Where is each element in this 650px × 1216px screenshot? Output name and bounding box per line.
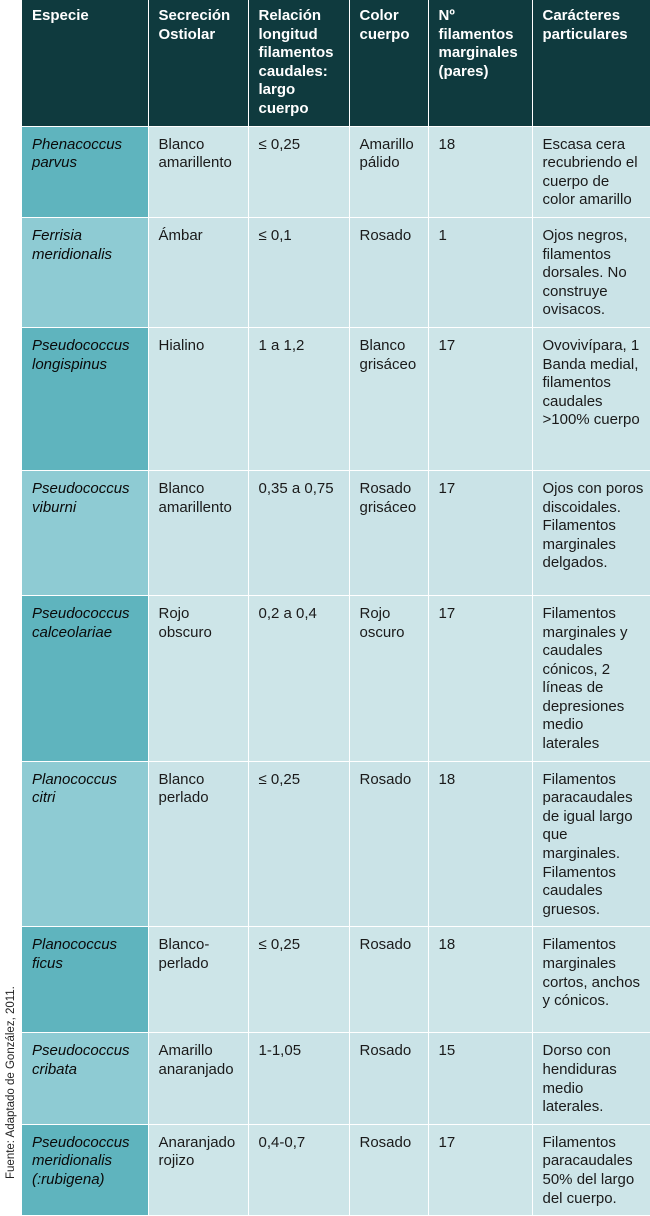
header-relacion: Relación longitud filamentos caudales: largo cuerpo [248, 0, 349, 126]
cell-color: Rosado [349, 1124, 428, 1215]
cell-caracteres: Dorso con hendiduras medio laterales. [532, 1033, 650, 1124]
source-caption-wrap [0, 0, 22, 1193]
cell-especie: Pseudococcus meridionalis (:rubigena) [22, 1124, 148, 1215]
header-especie: Especie [22, 0, 148, 126]
table-row [22, 595, 650, 761]
cell-secrecion: Blanco perlado [148, 761, 248, 927]
header-caracteres: Carácteres particulares [532, 0, 650, 126]
cell-caracteres: Filamentos paracaudales de igual largo que marginales. Filamentos caudales gruesos. [532, 761, 650, 927]
cell-relacion: ≤ 0,25 [248, 126, 349, 217]
cell-caracteres: Filamentos marginales cortos, anchos y cónicos. [532, 927, 650, 1033]
cell-caracteres: Ojos negros, filamentos dorsales. No construye ovisacos. [532, 217, 650, 327]
cell-caracteres: Ojos con poros discoidales. Filamentos marginales delgados. [532, 470, 650, 595]
cell-relacion: 1-1,05 [248, 1033, 349, 1124]
cell-color: Rosado [349, 761, 428, 927]
cell-filamentos: 17 [428, 595, 532, 761]
cell-especie: Pseudococcus longispinus [22, 327, 148, 470]
cell-filamentos: 18 [428, 927, 532, 1033]
cell-relacion: 0,4-0,7 [248, 1124, 349, 1215]
cell-especie: Ferrisia meridionalis [22, 217, 148, 327]
cell-especie: Pseudococcus calceolariae [22, 595, 148, 761]
cell-especie: Planococcus citri [22, 761, 148, 927]
cell-secrecion: Blanco-perlado [148, 927, 248, 1033]
cell-relacion: 1 a 1,2 [248, 327, 349, 470]
cell-especie: Pseudococcus cribata [22, 1033, 148, 1124]
cell-filamentos: 15 [428, 1033, 532, 1124]
table-row [22, 1033, 650, 1124]
cell-especie: Planococcus ficus [22, 927, 148, 1033]
cell-secrecion: Blanco amarillento [148, 126, 248, 217]
cell-filamentos: 18 [428, 126, 532, 217]
source-caption: Fuente: Adaptado de González, 2011. [5, 986, 17, 1179]
header-secrecion: Secreción Ostiolar [148, 0, 248, 126]
header-filamentos: Nº filamentos marginales (pares) [428, 0, 532, 126]
cell-filamentos: 17 [428, 470, 532, 595]
cell-relacion: ≤ 0,25 [248, 761, 349, 927]
cell-color: Rosado [349, 927, 428, 1033]
cell-color: Rosado [349, 1033, 428, 1124]
cell-relacion: ≤ 0,1 [248, 217, 349, 327]
cell-caracteres: Escasa cera recubriendo el cuerpo de color amarillo [532, 126, 650, 217]
table-row [22, 217, 650, 327]
cell-secrecion: Rojo obscuro [148, 595, 248, 761]
table-row [22, 1124, 650, 1215]
cell-secrecion: Hialino [148, 327, 248, 470]
cell-especie: Pseudococcus viburni [22, 470, 148, 595]
cell-caracteres: Ovovivípara, 1 Banda medial, filamentos caudales >100% cuerpo [532, 327, 650, 470]
cell-filamentos: 1 [428, 217, 532, 327]
cell-color: Rosado grisáceo [349, 470, 428, 595]
cell-caracteres: Filamentos marginales y caudales cónicos, 2 líneas de depresiones medio laterales [532, 595, 650, 761]
table-row [22, 927, 650, 1033]
cell-color: Rojo oscuro [349, 595, 428, 761]
table-row [22, 761, 650, 927]
cell-filamentos: 17 [428, 1124, 532, 1215]
cell-filamentos: 17 [428, 327, 532, 470]
cell-relacion: 0,2 a 0,4 [248, 595, 349, 761]
header-row [22, 0, 650, 126]
species-table [22, 0, 650, 1216]
cell-secrecion: Ámbar [148, 217, 248, 327]
header-color: Color cuerpo [349, 0, 428, 126]
cell-relacion: 0,35 a 0,75 [248, 470, 349, 595]
cell-caracteres: Filamentos paracaudales 50% del largo del cuerpo. [532, 1124, 650, 1215]
cell-secrecion: Amarillo anaranjado [148, 1033, 248, 1124]
cell-filamentos: 18 [428, 761, 532, 927]
cell-secrecion: Anaranjado rojizo [148, 1124, 248, 1215]
cell-relacion: ≤ 0,25 [248, 927, 349, 1033]
cell-color: Rosado [349, 217, 428, 327]
cell-color: Blanco grisáceo [349, 327, 428, 470]
table-row [22, 126, 650, 217]
cell-color: Amarillo pálido [349, 126, 428, 217]
table-row [22, 470, 650, 595]
table-row [22, 327, 650, 470]
cell-secrecion: Blanco amarillento [148, 470, 248, 595]
cell-especie: Phenacoccus parvus [22, 126, 148, 217]
